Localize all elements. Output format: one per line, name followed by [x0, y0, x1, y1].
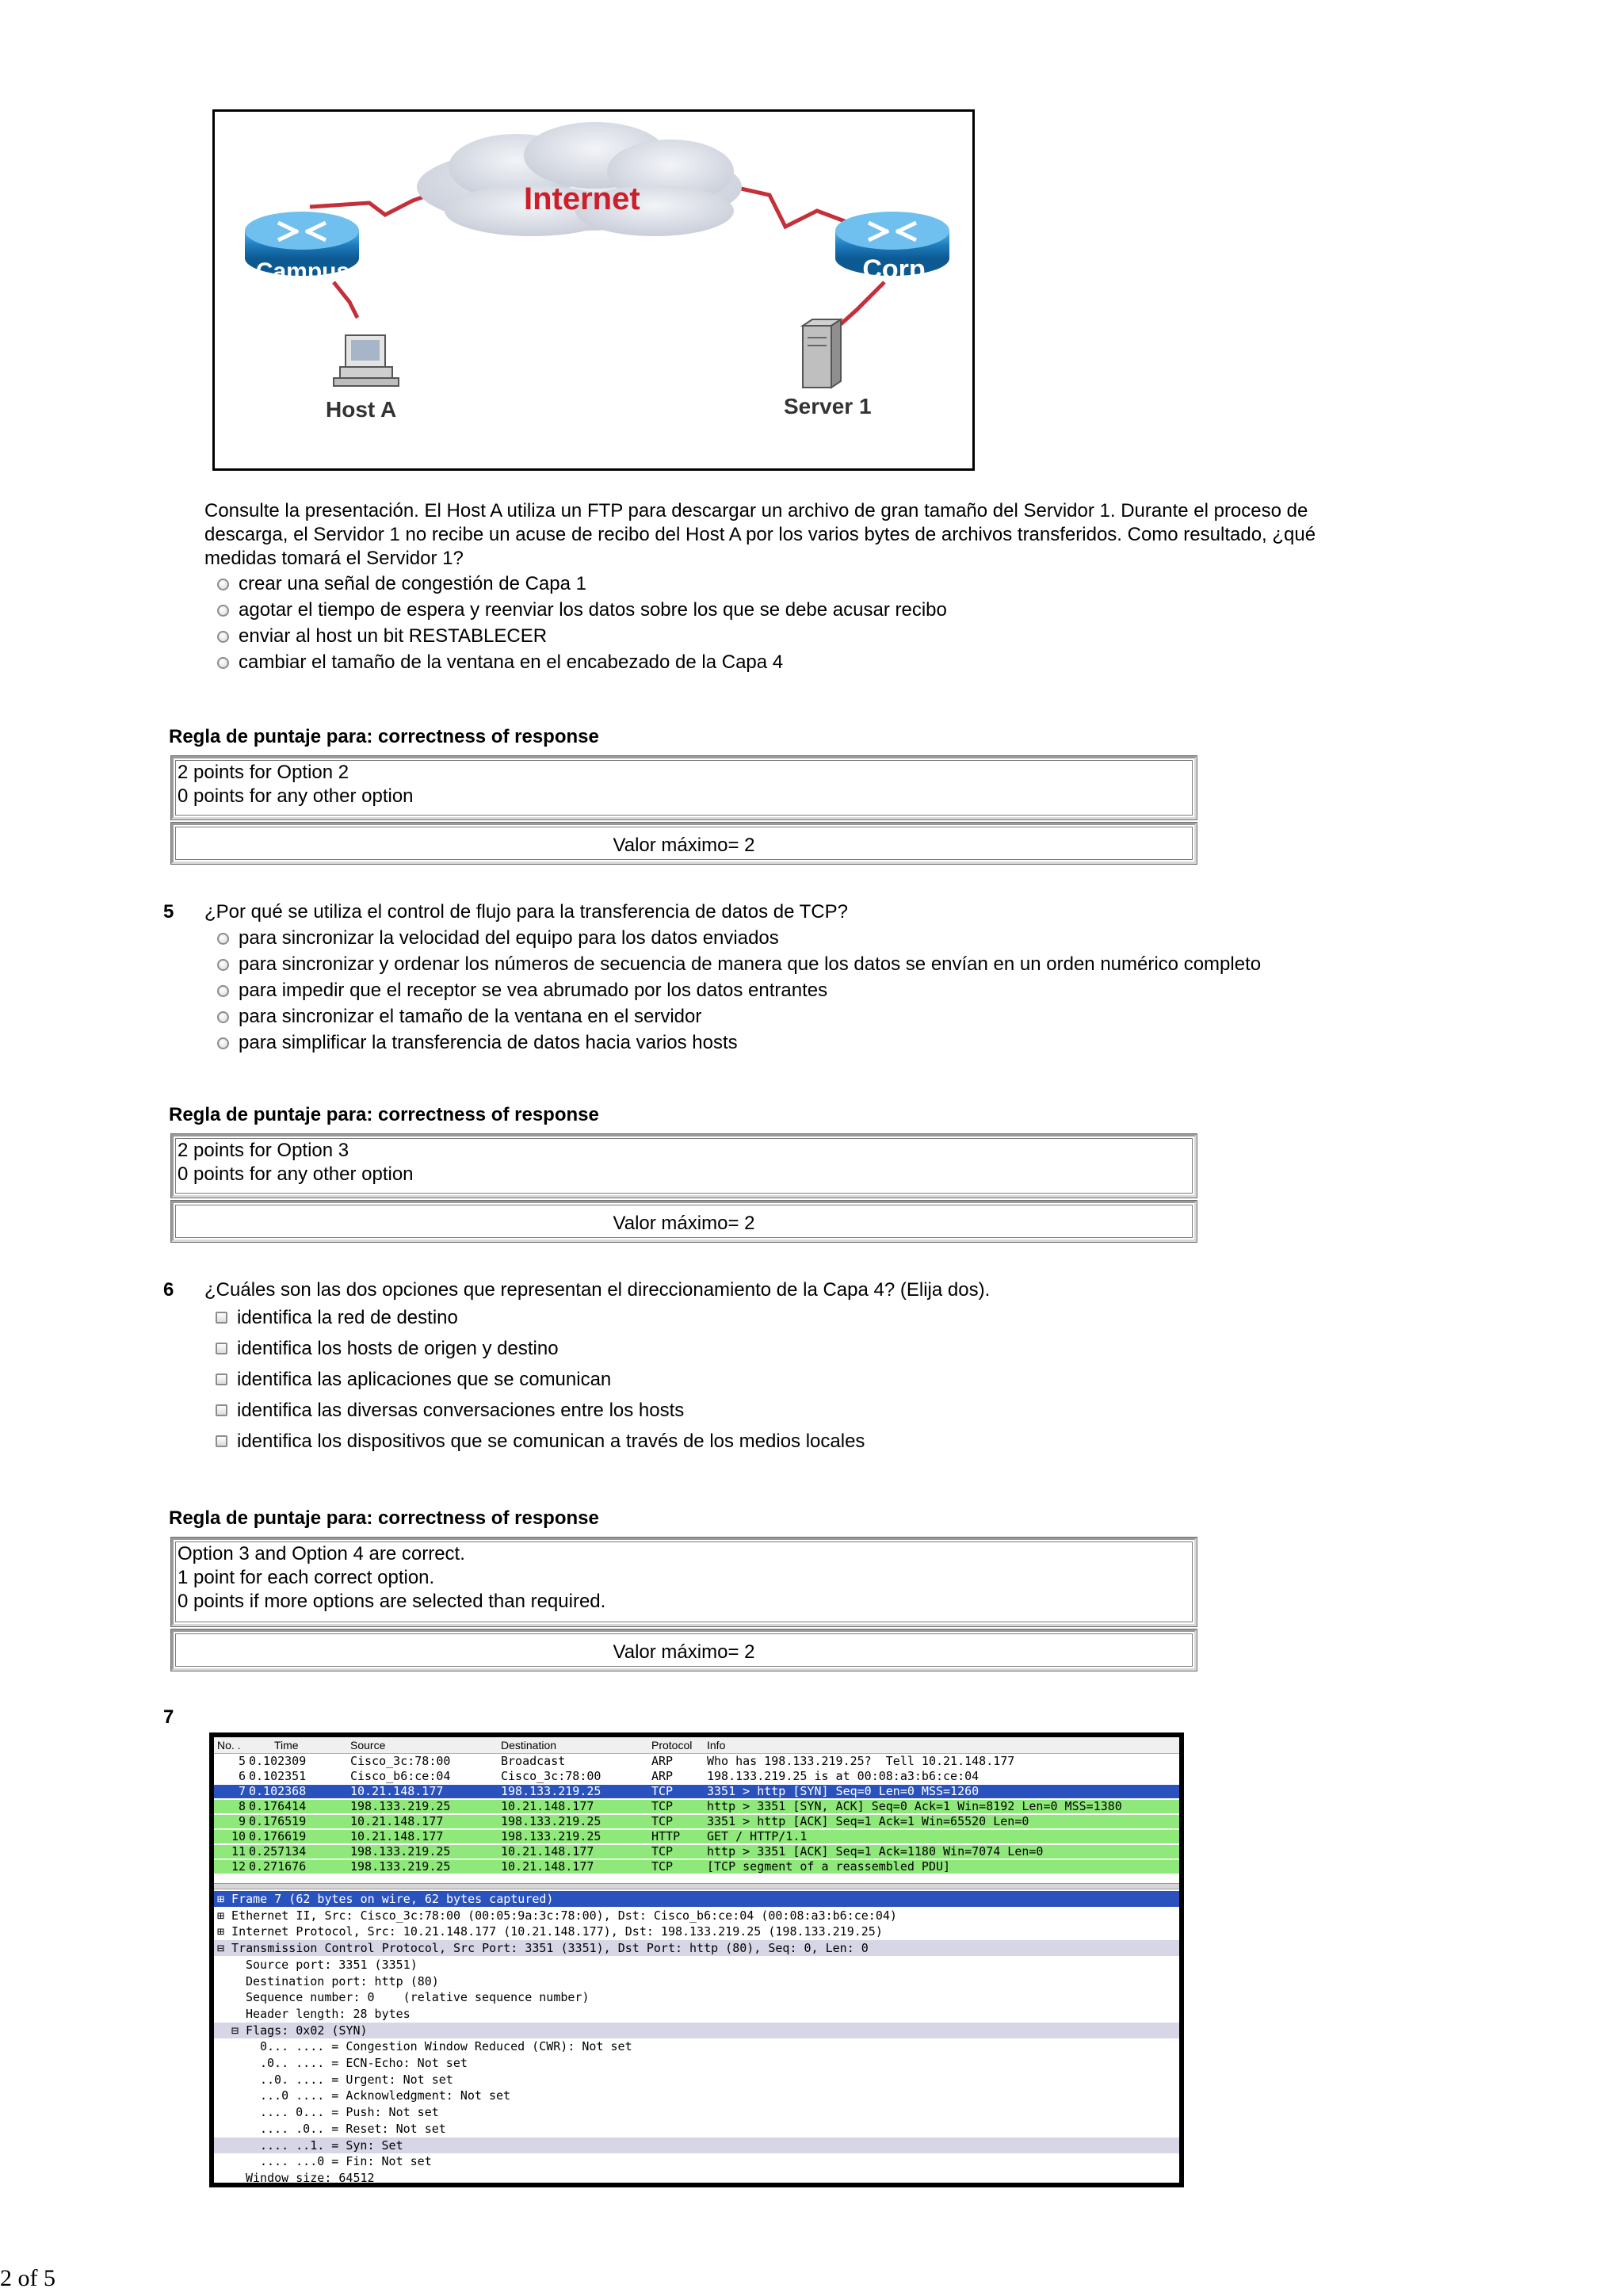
checkbox[interactable] [216, 1343, 227, 1354]
detail-row[interactable]: Header length: 28 bytes [214, 2006, 1179, 2022]
option-label: agotar el tiempo de espera y reenviar los datos sobre los que se debe acusar recibo [239, 599, 947, 621]
corp-label: Corp [862, 254, 926, 285]
packet-cell-dst: 10.21.148.177 [501, 1799, 594, 1813]
rule-line: Option 3 and Option 4 are correct. [178, 1543, 465, 1564]
radio-button[interactable] [217, 985, 229, 997]
packet-cell-src: 198.133.219.25 [350, 1844, 451, 1859]
link-corp-server [841, 282, 884, 324]
packet-cell-dst: 198.133.219.25 [501, 1829, 601, 1843]
packet-cell-no: 10 [231, 1829, 246, 1843]
option-label: identifica los hosts de origen y destino [237, 1338, 559, 1359]
question-line: Consulte la presentación. El Host A utiliza un FTP para descargar un archivo de gran tamaño del Servidor 1. Durante el proceso de [204, 500, 1308, 521]
option-label: para sincronizar el tamaño de la ventana en el servidor [239, 1006, 702, 1027]
option-label: crear una señal de congestión de Capa 1 [239, 573, 586, 594]
packet-cell-proto: TCP [651, 1799, 674, 1813]
detail-row[interactable]: .... .0.. = Reset: Not set [214, 2121, 1179, 2137]
packet-cell-src: 10.21.148.177 [350, 1814, 444, 1828]
option-label: identifica los dispositivos que se comunican a través de los medios locales [237, 1431, 865, 1452]
internet-cloud-icon [417, 122, 742, 236]
scoring-rule-box [171, 1538, 1197, 1626]
radio-button[interactable] [217, 933, 229, 945]
packet-cell-no: 8 [238, 1799, 246, 1813]
packet-cell-proto: TCP [651, 1844, 674, 1859]
option-label: identifica las diversas conversaciones entre los hosts [237, 1400, 685, 1421]
packet-cell-dst: 198.133.219.25 [501, 1814, 601, 1828]
column-header: Protocol [651, 1739, 693, 1752]
packet-cell-time: 0.176519 [249, 1814, 307, 1828]
question-number: 5 [163, 901, 174, 923]
packet-cell-dst: 10.21.148.177 [501, 1859, 594, 1874]
packet-cell-src: 198.133.219.25 [350, 1859, 451, 1874]
radio-button[interactable] [217, 959, 229, 971]
campus-label: Campus [255, 258, 350, 285]
packet-cell-info: [TCP segment of a reassembled PDU] [707, 1859, 951, 1874]
detail-row[interactable]: .... 0... = Push: Not set [214, 2104, 1179, 2120]
max-value-box [171, 823, 1197, 864]
server-label: Server 1 [784, 394, 872, 418]
packet-cell-no: 12 [231, 1859, 246, 1874]
internet-label: Internet [524, 181, 640, 216]
radio-button[interactable] [217, 579, 229, 590]
option-label: para sincronizar la velocidad del equipo para los datos enviados [239, 927, 779, 949]
packet-cell-no: 9 [238, 1814, 246, 1828]
option-label: para simplificar la transferencia de datos hacia varios hosts [239, 1032, 738, 1053]
max-value: Valor máximo= 2 [613, 1641, 755, 1663]
packet-cell-no: 5 [238, 1754, 246, 1768]
packet-cell-src: 198.133.219.25 [350, 1799, 451, 1813]
detail-row[interactable]: ..0. .... = Urgent: Not set [214, 2072, 1179, 2088]
column-header: No. . [217, 1739, 241, 1752]
option-label: identifica las aplicaciones que se comunican [237, 1369, 612, 1390]
option-label: cambiar el tamaño de la ventana en el encabezado de la Capa 4 [239, 651, 784, 673]
column-header: Time [274, 1739, 299, 1752]
question-4-text [204, 499, 1441, 571]
detail-row[interactable]: .... ...0 = Fin: Not set [214, 2153, 1179, 2169]
packet-cell-info: 3351 > http [ACK] Seq=1 Ack=1 Win=65520 Len=0 [707, 1814, 1029, 1828]
column-header: Source [350, 1739, 386, 1752]
packet-cell-time: 0.271676 [249, 1859, 307, 1874]
detail-row[interactable]: ⊟ Transmission Control Protocol, Src Port: 3351 (3351), Dst Port: http (80), Seq: 0, Len: 0 [214, 1940, 1179, 1956]
detail-row[interactable]: Window size: 64512 [214, 2170, 1179, 2183]
packet-cell-src: 10.21.148.177 [350, 1784, 444, 1798]
packet-cell-proto: ARP [651, 1769, 674, 1783]
radio-button[interactable] [217, 1037, 229, 1049]
packet-cell-dst: Broadcast [501, 1754, 566, 1768]
scoring-rule-title: Regla de puntaje para: correctness of response [169, 1507, 599, 1529]
detail-row[interactable]: Destination port: http (80) [214, 1973, 1179, 1989]
column-header: Info [707, 1739, 726, 1752]
packet-row[interactable] [214, 1755, 1179, 1768]
link-campus-host [334, 282, 357, 318]
packet-cell-proto: HTTP [651, 1829, 681, 1843]
radio-button[interactable] [217, 657, 229, 669]
packet-cell-time: 0.102368 [249, 1784, 307, 1798]
rule-line: 1 point for each correct option. [178, 1567, 435, 1588]
detail-row[interactable]: ...0 .... = Acknowledgment: Not set [214, 2088, 1179, 2103]
packet-cell-proto: TCP [651, 1859, 674, 1874]
detail-row[interactable]: Sequence number: 0 (relative sequence number) [214, 1989, 1179, 2005]
detail-row[interactable]: ⊟ Flags: 0x02 (SYN) [214, 2023, 1179, 2038]
packet-cell-info: http > 3351 [SYN, ACK] Seq=0 Ack=1 Win=8192 Len=0 MSS=1380 [707, 1799, 1122, 1813]
packet-cell-no: 11 [231, 1844, 246, 1859]
max-value-box [171, 1629, 1197, 1671]
max-value-box [171, 1201, 1197, 1242]
packet-cell-time: 0.102351 [249, 1769, 307, 1783]
question-number: 6 [163, 1279, 174, 1301]
packet-cell-time: 0.176619 [249, 1829, 307, 1843]
packet-cell-info: GET / HTTP/1.1 [707, 1829, 808, 1843]
checkbox[interactable] [216, 1404, 227, 1416]
packet-row[interactable] [214, 1860, 1179, 1874]
radio-button[interactable] [217, 1011, 229, 1023]
pane-splitter[interactable] [214, 1883, 1179, 1889]
detail-row[interactable]: .0.. .... = ECN-Echo: Not set [214, 2055, 1179, 2071]
packet-cell-no: 7 [238, 1784, 246, 1798]
detail-row[interactable]: .... ..1. = Syn: Set [214, 2137, 1179, 2153]
packet-cell-src: 10.21.148.177 [350, 1829, 444, 1843]
packet-row[interactable] [214, 1830, 1179, 1843]
host-pc-icon [334, 335, 399, 386]
packet-list-header [214, 1737, 1179, 1754]
option-label: para impedir que el receptor se vea abrumado por los datos entrantes [239, 980, 828, 1001]
detail-row[interactable]: ⊞ Internet Protocol, Src: 10.21.148.177 (10.21.148.177), Dst: 198.133.219.25 (198.133.219.25) [214, 1924, 1179, 1939]
scoring-rule-box [171, 1134, 1197, 1198]
packet-cell-src: Cisco_3c:78:00 [350, 1754, 451, 1768]
question-number: 7 [163, 1706, 174, 1728]
page-footer: 2 of 5 [0, 2265, 55, 2291]
rule-line: 0 points for any other option [178, 785, 414, 807]
rule-line: 0 points if more options are selected than required. [178, 1591, 606, 1612]
rule-line: 0 points for any other option [178, 1163, 414, 1185]
option-label: enviar al host un bit RESTABLECER [239, 625, 548, 647]
checkbox[interactable] [216, 1435, 227, 1447]
packet-cell-info: http > 3351 [ACK] Seq=1 Ack=1180 Win=7074 Len=0 [707, 1844, 1044, 1859]
packet-cell-proto: ARP [651, 1754, 674, 1768]
packet-cell-proto: TCP [651, 1814, 674, 1828]
question-line: descarga, el Servidor 1 no recibe un acuse de recibo del Host A por los varios bytes de archivos transferidos. Como resultado, ¿qué [204, 524, 1316, 545]
server-icon [803, 319, 841, 388]
packet-cell-info: Who has 198.133.219.25? Tell 10.21.148.177 [707, 1754, 1015, 1768]
packet-cell-dst: Cisco_3c:78:00 [501, 1769, 601, 1783]
rule-line: 2 points for Option 3 [178, 1140, 349, 1161]
radio-button[interactable] [217, 605, 229, 617]
rule-line: 2 points for Option 2 [178, 762, 349, 783]
question-line: medidas tomará el Servidor 1? [204, 548, 464, 569]
packet-cell-time: 0.257134 [249, 1844, 307, 1859]
detail-row[interactable]: Source port: 3351 (3351) [214, 1957, 1179, 1973]
packet-cell-proto: TCP [651, 1784, 674, 1798]
scoring-rule-title: Regla de puntaje para: correctness of response [169, 726, 599, 747]
detail-row[interactable]: 0... .... = Congestion Window Reduced (CWR): Not set [214, 2038, 1179, 2054]
detail-row[interactable]: ⊞ Ethernet II, Src: Cisco_3c:78:00 (00:05:9a:3c:78:00), Dst: Cisco_b6:ce:04 (00:08:a3:b6:ce:04) [214, 1908, 1179, 1924]
packet-cell-time: 0.176414 [249, 1799, 307, 1813]
packet-cell-src: Cisco_b6:ce:04 [350, 1769, 451, 1783]
detail-row[interactable]: ⊞ Frame 7 (62 bytes on wire, 62 bytes captured) [214, 1891, 1179, 1907]
network-diagram [212, 109, 975, 471]
host-label: Host A [326, 397, 397, 422]
option-label: para sincronizar y ordenar los números de secuencia de manera que los datos se envían en un orden numérico completo [239, 953, 1262, 975]
packet-row[interactable] [214, 1815, 1179, 1828]
radio-button[interactable] [217, 631, 229, 643]
question-5-text: ¿Por qué se utiliza el control de flujo para la transferencia de datos de TCP? [204, 901, 849, 923]
packet-cell-info: 198.133.219.25 is at 00:08:a3:b6:ce:04 [707, 1769, 980, 1783]
max-value: Valor máximo= 2 [613, 1213, 755, 1234]
max-value: Valor máximo= 2 [613, 835, 755, 856]
column-header: Destination [501, 1739, 557, 1752]
packet-cell-no: 6 [238, 1769, 246, 1783]
checkbox[interactable] [216, 1312, 227, 1324]
packet-cell-dst: 198.133.219.25 [501, 1784, 601, 1798]
packet-cell-dst: 10.21.148.177 [501, 1844, 594, 1859]
checkbox[interactable] [216, 1373, 227, 1385]
packet-row[interactable] [214, 1785, 1179, 1798]
packet-row[interactable] [214, 1800, 1179, 1813]
question-6-text: ¿Cuáles son las dos opciones que representan el direccionamiento de la Capa 4? (Elija dos). [204, 1279, 991, 1301]
packet-cell-time: 0.102309 [249, 1754, 307, 1768]
packet-row[interactable] [214, 1845, 1179, 1859]
scoring-rule-title: Regla de puntaje para: correctness of response [169, 1104, 599, 1125]
packet-cell-info: 3351 > http [SYN] Seq=0 Len=0 MSS=1260 [707, 1784, 980, 1798]
scoring-rule-box [171, 756, 1197, 819]
packet-row[interactable] [214, 1770, 1179, 1783]
wireshark-capture [209, 1733, 1184, 2187]
option-label: identifica la red de destino [237, 1307, 458, 1328]
